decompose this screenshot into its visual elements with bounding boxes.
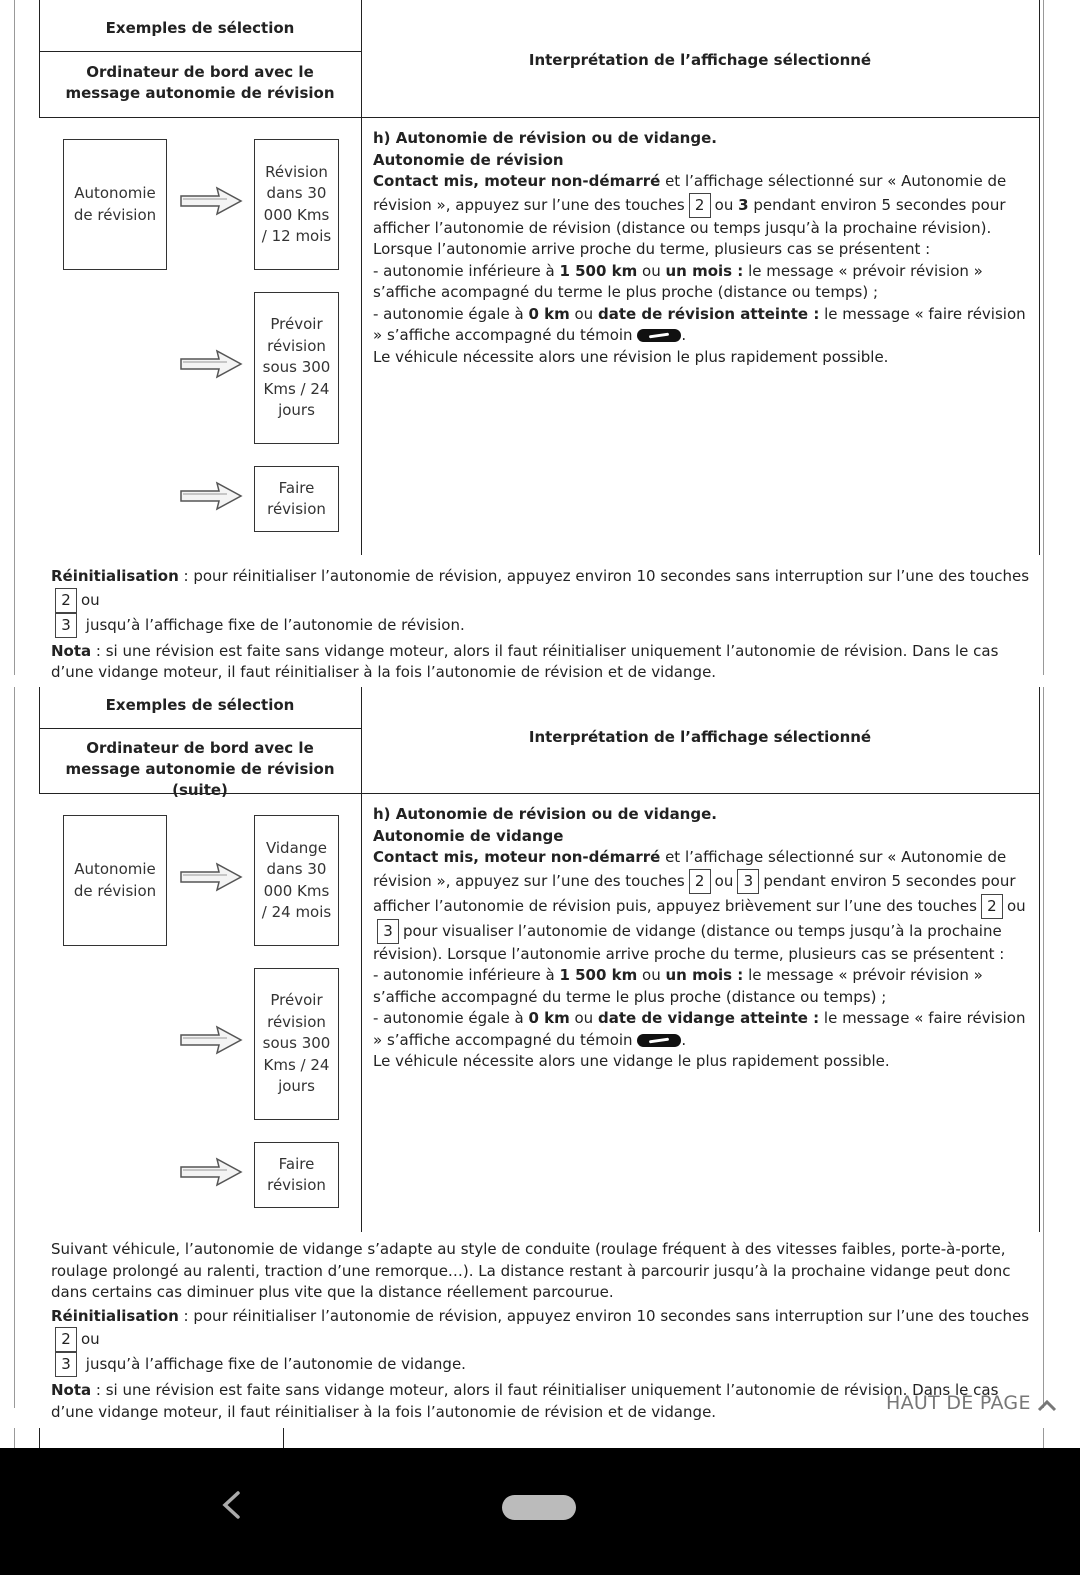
back-to-top-link[interactable]: HAUT DE PAGE bbox=[886, 1392, 1031, 1414]
chevron-up-icon[interactable] bbox=[1036, 1397, 1058, 1413]
result-display-box: Vidange dans 30 000 Kms / 24 mois bbox=[254, 815, 339, 946]
result-display-box: Prévoir révision sous 300 Kms / 24 jours bbox=[254, 968, 339, 1120]
source-display-box: Autonomie de révision bbox=[63, 139, 167, 270]
selection-table bbox=[39, 687, 1039, 1232]
key-3: 3 bbox=[737, 869, 759, 894]
key-3: 3 bbox=[377, 919, 399, 944]
result-display-box: Faire révision bbox=[254, 466, 339, 532]
key-3: 3 bbox=[55, 613, 77, 638]
header-interpretation: Interprétation de l’affichage sélectionné bbox=[528, 728, 872, 746]
key-2: 2 bbox=[55, 1327, 77, 1352]
notes-paragraph: Suivant véhicule, l’autonomie de vidange s’adapte au style de conduite (roulage fréquent à des vitesses faibles, porte-à-porte, roulage prolongé au ralenti, traction d’une remorque…). La distance restant à parcourir jusqu’à la prochaine vidange peut donc dans certains cas diminuer plus vite que la distance réellement parcourue. Réinitialisation : pour réinitialiser l’autonomie de révision, appuyez environ 10 secondes sans interruption sur l’une des touches2 ou 3 jusqu’à l’affichage fixe de l’autonomie de vidange. Nota : si une révision est faite sans vidange moteur, alors il faut réinitialiser uniquement l’autonomie de révision. Dans le cas d’une vidange moteur, il faut réinitialiser à la fois l’autonomie de révision et de vidange. bbox=[51, 1240, 1030, 1421]
home-pill-button[interactable] bbox=[502, 1495, 576, 1520]
result-display-box: Faire révision bbox=[254, 1142, 339, 1208]
header-interpretation: Interprétation de l’affichage sélectionné bbox=[528, 51, 872, 69]
key-2: 2 bbox=[981, 894, 1003, 919]
header-onboard-computer: Ordinateur de bord avec le message autonomie de révision bbox=[65, 63, 335, 102]
header-examples: Exemples de sélection bbox=[105, 19, 295, 37]
header-onboard-computer: Ordinateur de bord avec le message autonomie de révision (suite) bbox=[65, 739, 335, 799]
key-2: 2 bbox=[689, 193, 711, 218]
section-vidange bbox=[14, 687, 1044, 1421]
arrow-right-icon bbox=[179, 1025, 243, 1055]
arrow-right-icon bbox=[179, 349, 243, 379]
section-next bbox=[14, 1428, 1044, 1448]
key-3: 3 bbox=[55, 1352, 77, 1377]
source-display-box: Autonomie de révision bbox=[63, 815, 167, 946]
interpretation-text: h) Autonomie de révision ou de vidange. Autonomie de révision Contact mis, moteur non-démarré et l’affichage sélectionné sur « Autonomie de révision », appuyez sur l’une des touches 2 ou 3 pendant environ 5 secondes pour afficher l’autonomie de révision (distance ou temps jusqu’à la prochaine révision). Lorsque l’autonomie arrive proche du terme, plusieurs cas se présentent : - autonomie inférieure à 1 500 km ou un mois : le message « prévoir révision » s’affiche acompagné du terme le plus proche (distance ou temps) ; - autonomie égale à 0 km ou date de révision atteinte : le message « faire révision » s’affiche accompagné du témoin . Le véhicule nécessite alors une révision le plus rapidement possible. bbox=[373, 129, 1026, 366]
result-display-box: Prévoir révision sous 300 Kms / 24 jours bbox=[254, 292, 339, 444]
reset-paragraph: Réinitialisation : pour réinitialiser l’autonomie de révision, appuyez environ 10 secondes sans interruption sur l’une des touches2 ou 3 jusqu’à l’affichage fixe de l’autonomie de révision. Nota : si une révision est faite sans vidange moteur, alors il faut réinitialiser uniquement l’autonomie de révision. Dans le cas d’une vidange moteur, il faut réinitialiser à la fois l’autonomie de révision et de vidange. bbox=[51, 567, 1030, 681]
selection-table bbox=[39, 0, 1039, 555]
result-display-box: Révision dans 30 000 Kms / 12 mois bbox=[254, 139, 339, 270]
service-wrench-icon bbox=[637, 329, 681, 342]
arrow-right-icon bbox=[179, 1157, 243, 1187]
back-icon[interactable] bbox=[218, 1490, 244, 1520]
arrow-right-icon bbox=[179, 186, 243, 216]
interpretation-text: h) Autonomie de révision ou de vidange. Autonomie de vidange Contact mis, moteur non-démarré et l’affichage sélectionné sur « Autonomie de révision », appuyez sur l’une des touches 2 ou 3 pendant environ 5 secondes pour afficher l’autonomie de révision puis, appuyez brièvement sur l’une des touches 2 ou3 pour visualiser l’autonomie de vidange (distance ou temps jusqu’à la prochaine révision). Lorsque l’autonomie arrive proche du terme, plusieurs cas se présentent : - autonomie inférieure à 1 500 km ou un mois : le message « prévoir révision » s’affiche accompagné du terme le plus proche (distance ou temps) ; - autonomie égale à 0 km ou date de vidange atteinte : le message « faire révision » s’affiche accompagné du témoin . Le véhicule nécessite alors une vidange le plus rapidement possible. bbox=[373, 805, 1026, 1070]
key-2: 2 bbox=[689, 869, 711, 894]
arrow-right-icon bbox=[179, 862, 243, 892]
arrow-right-icon bbox=[179, 481, 243, 511]
service-wrench-icon bbox=[637, 1034, 681, 1047]
section-revision bbox=[14, 0, 1044, 681]
key-2: 2 bbox=[55, 588, 77, 613]
header-examples: Exemples de sélection bbox=[105, 696, 295, 714]
